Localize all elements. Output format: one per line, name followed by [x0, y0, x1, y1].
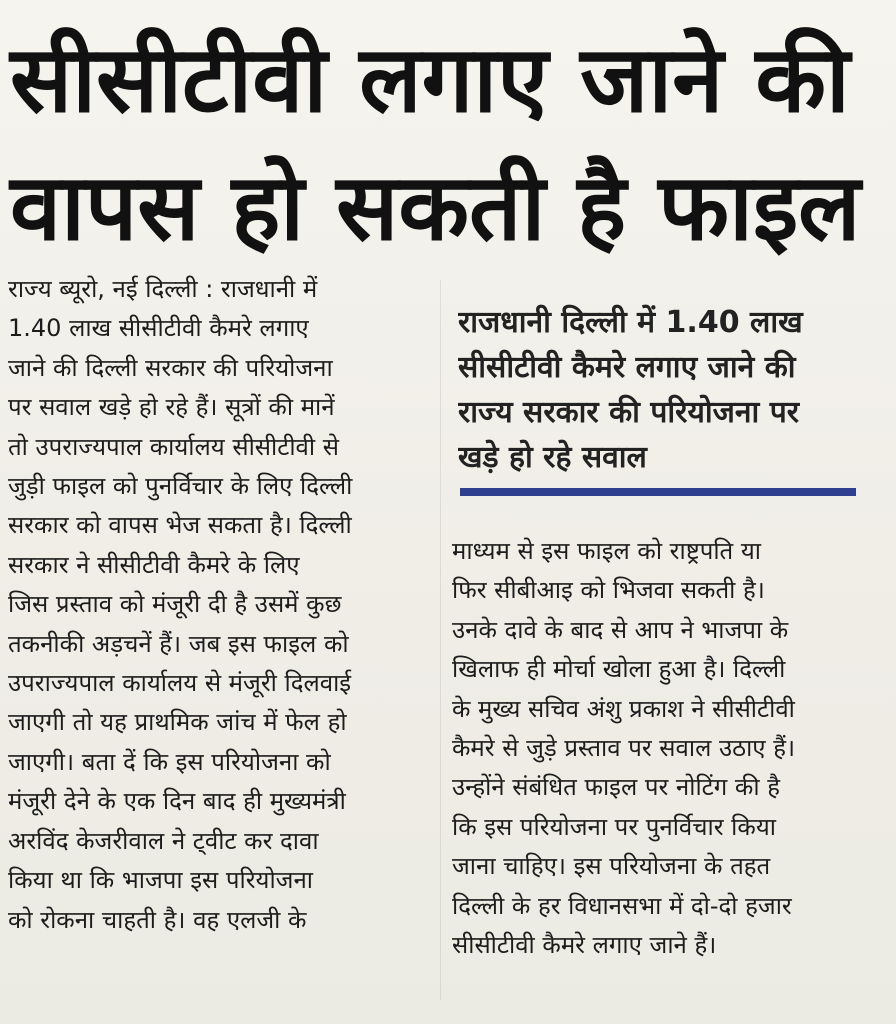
- body-line: जाएगी। बता दें कि इस परियोजना को: [8, 747, 331, 776]
- body-line: सरकार ने सीसीटीवी कैमरे के लिए: [8, 550, 300, 579]
- right-column: [452, 532, 888, 965]
- body-line: अरविंद केजरीवाल ने ट्वीट कर दावा: [8, 826, 319, 855]
- body-line: को रोकना चाहती है। वह एलजी के: [8, 905, 307, 934]
- body-line: फिर सीबीआइ को भिजवा सकती है।: [452, 576, 765, 605]
- body-line: खिलाफ ही मोर्चा खोला हुआ है। दिल्ली: [452, 655, 786, 684]
- body-line: कि इस परियोजना पर पुनर्विचार किया: [452, 812, 776, 841]
- left-column: [8, 270, 428, 940]
- body-line: सीसीटीवी कैमरे लगाए जाने हैं।: [452, 931, 717, 960]
- body-line: जिस प्रस्ताव को मंजूरी दी है उसमें कुछ: [8, 590, 342, 619]
- pull-quote-line: सीसीटीवी कैमरे लगाए जाने की: [458, 350, 796, 385]
- headline-line-2: वापस हो सकती है फाइल: [10, 154, 861, 261]
- body-line: जाने की दिल्ली सरकार की परियोजना: [8, 353, 333, 382]
- body-line: उनके दावे के बाद से आप ने भाजपा के: [452, 615, 789, 644]
- body-line: माध्यम से इस फाइल को राष्ट्रपति या: [452, 537, 762, 565]
- body-line: उपराज्यपाल कार्यालय से मंजूरी दिलवाई: [8, 669, 352, 698]
- body-line: के मुख्य सचिव अंशु प्रकाश ने सीसीटीवी: [452, 694, 795, 723]
- pull-quote: [458, 300, 878, 480]
- pull-quote-line: राजधानी दिल्ली में 1.40 लाख: [458, 305, 803, 340]
- body-line: जुड़ी फाइल को पुनर्विचार के लिए दिल्ली: [8, 472, 353, 501]
- body-line: दिल्ली के हर विधानसभा में दो-दो हजार: [452, 891, 792, 920]
- body-line: जाएगी तो यह प्राथमिक जांच में फेल हो: [8, 708, 347, 737]
- pull-quote-line: खड़े हो रहे सवाल: [458, 440, 647, 475]
- body-line: कैमरे से जुड़े प्रस्ताव पर सवाल उठाए हैं।: [452, 734, 796, 763]
- body-line: किया था कि भाजपा इस परियोजना: [8, 866, 314, 895]
- body-line: सरकार को वापस भेज सकता है। दिल्ली: [8, 511, 352, 540]
- body-line: राज्य ब्यूरो, नई दिल्ली : राजधानी में: [8, 275, 318, 303]
- body-line: तकनीकी अड़चनें हैं। जब इस फाइल को: [8, 629, 349, 658]
- body-line: तो उपराज्यपाल कार्यालय सीसीटीवी से: [8, 432, 339, 461]
- body-line: जाना चाहिए। इस परियोजना के तहत: [452, 852, 771, 881]
- pull-quote-line: राज्य सरकार की परियोजना पर: [458, 395, 800, 430]
- body-line: पर सवाल खड़े हो रहे हैं। सूत्रों की मानें: [8, 393, 335, 422]
- headline-line-1: सीसीटीवी लगाए जाने की: [10, 26, 850, 133]
- pull-quote-rule: [460, 488, 856, 496]
- body-line: 1.40 लाख सीसीटीवी कैमरे लगाए: [8, 314, 309, 343]
- body-line: उन्होंने संबंधित फाइल पर नोटिंग की है: [452, 773, 780, 802]
- column-divider: [440, 280, 441, 1000]
- body-line: मंजूरी देने के एक दिन बाद ही मुख्यमंत्री: [8, 787, 346, 816]
